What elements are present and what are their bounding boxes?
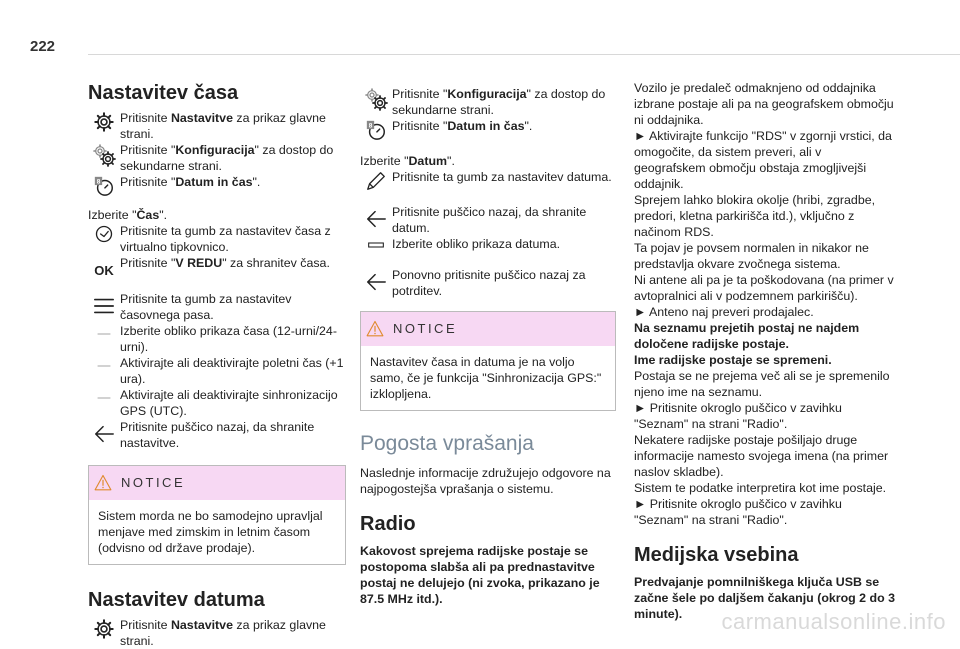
answer-text: Nekatere radijske postaje pošiljajo druge informacije namesto svojega imena (na primer naslov skladbe). [634,433,889,479]
answer-text: Sistem te podatke interpretira kot ime postaje. [634,481,887,495]
option-line-icon [88,387,120,405]
configuration-gears-icon [360,86,392,111]
option-line-icon [88,323,120,341]
step-back-save: Pritisnite puščico nazaj, da shranite nastavitve. [88,419,346,451]
step-format: Izberite obliko prikaza časa (12-urni/24-urni). [88,323,346,355]
clock-check-icon [88,223,120,244]
step-set-time: Pritisnite ta gumb za nastavitev časa z virtualno tipkovnico. [88,223,346,255]
ok-icon: OK [94,263,114,278]
answer-text: ► Anteno naj preveri prodajalec. [634,305,814,319]
option-line-icon [88,355,120,373]
choose-time: Izberite "Čas". [88,208,168,222]
back-arrow-icon [360,204,392,230]
header-divider [88,54,960,55]
column-2 [360,80,616,607]
date-time-clock-icon [360,118,392,141]
watermark: carmanualsonline.info [721,609,946,634]
faq-intro: Naslednje informacije združujejo odgovore na najpogostejša vprašanja o sistemu. [360,466,611,496]
radio-title: Radio [360,513,416,535]
configuration-gears-icon [88,142,120,167]
notice-text: Sistem morda ne bo samodejno upravljal menjave med zimskim in letnim časom (odvisno od države prodaje). [98,509,323,555]
answer-text: Ni antene ali pa je ta poškodovana (na primer v avtopralnici ali v podzemnem parkirišču). [634,273,894,303]
step-gps-sync: Aktivirajte ali deaktivirajte sinhronizacijo GPS (UTC). [88,387,346,419]
step-settings-date: Pritisnite Nastavitve za prikaz glavne strani. [88,617,346,649]
section-title-time: Nastavitev časa [88,82,239,104]
answer-text: Vozilo je predaleč odmaknjeno od oddajnika izbrane postaje ali pa na geografskem območju ni oddajnika. [634,81,894,127]
notice-box [88,465,346,565]
settings-icon [88,617,120,640]
answer-text: ► Aktivirajte funkcijo "RDS" v zgornji vrstici, da omogočite, da sistem preveri, ali v geografskem območju obstaja zmogljivejši oddajnik. [634,129,892,191]
date-time-clock-icon [88,174,120,197]
question-text: Ime radijske postaje se spremeni. [634,353,832,367]
warning-icon [361,320,389,338]
media-question: Predvajanje pomnilniškega ključa USB se začne šele po daljšem čakanju (okrog 2 do 3 minute). [634,575,895,621]
step-settings: Pritisnite Nastavitve za prikaz glavne strani. [88,110,346,142]
step-summer-time: Aktivirajte ali deaktivirajte poletni čas (+1 ura). [88,355,346,387]
back-arrow-icon [88,419,120,445]
format-bar-icon [360,236,392,253]
warning-icon [89,474,117,492]
step-date-time-2: Pritisnite "Datum in čas". [360,118,616,141]
section-title-date: Nastavitev datuma [88,589,265,611]
media-title: Medijska vsebina [634,544,799,566]
choose-date: Izberite "Datum". [360,154,455,168]
page-number: 222 [30,38,56,55]
notice-title: NOTICE [121,475,186,490]
answer-text: ► Pritisnite okroglo puščico v zavihku "Seznam" na strani "Radio". [634,401,842,431]
pencil-icon [360,169,392,192]
faq-title: Pogosta vprašanja [360,432,534,455]
answer-text: ► Pritisnite okroglo puščico v zavihku "Seznam" na strani "Radio". [634,497,842,527]
answer-text: Ta pojav je povsem normalen in nikakor ne predstavlja okvare zvočnega sistema. [634,241,869,271]
step-back-confirm: Ponovno pritisnite puščico nazaj za potrditev. [360,267,616,299]
column-1 [88,80,346,649]
radio-question: Kakovost sprejema radijske postaje se postopoma slabša ali pa prednastavitve postaj ne delujejo (ni zvoka, prikazano je 87.5 MHz itd.). [360,544,600,606]
question-text: Na seznamu prejetih postaj ne najdem določene radijske postaje. [634,321,860,351]
step-back-save-date: Pritisnite puščico nazaj, da shranite datum. [360,204,616,236]
step-set-date: Pritisnite ta gumb za nastavitev datuma. [360,169,616,192]
menu-icon [88,291,120,317]
step-ok: OK Pritisnite "V REDU" za shranitev časa. [94,256,330,278]
step-date-format: Izberite obliko prikaza datuma. [360,236,616,253]
back-arrow-icon [360,267,392,293]
answer-text: Postaja se ne prejema več ali se je spremenilo njeno ime na seznamu. [634,369,890,399]
step-configuration-date: Pritisnite "Konfiguracija" za dostop do sekundarne strani. [360,86,616,118]
notice-box-date [360,311,616,411]
settings-icon [88,110,120,133]
notice-text: Nastavitev časa in datuma je na voljo samo, če je funkcija "Sinhronizacija GPS:" izklopljena. [370,355,602,401]
answer-text: Sprejem lahko blokira okolje (hribi, zgradbe, predori, kletna parkirišča itd.), vključno z načinom RDS. [634,193,876,239]
notice-title: NOTICE [393,321,458,336]
step-timezone: Pritisnite ta gumb za nastavitev časovnega pasa. [88,291,346,323]
step-date-time: Pritisnite "Datum in čas". [88,174,346,197]
column-3 [634,80,896,622]
step-configuration: Pritisnite "Konfiguracija" za dostop do sekundarne strani. [88,142,346,174]
